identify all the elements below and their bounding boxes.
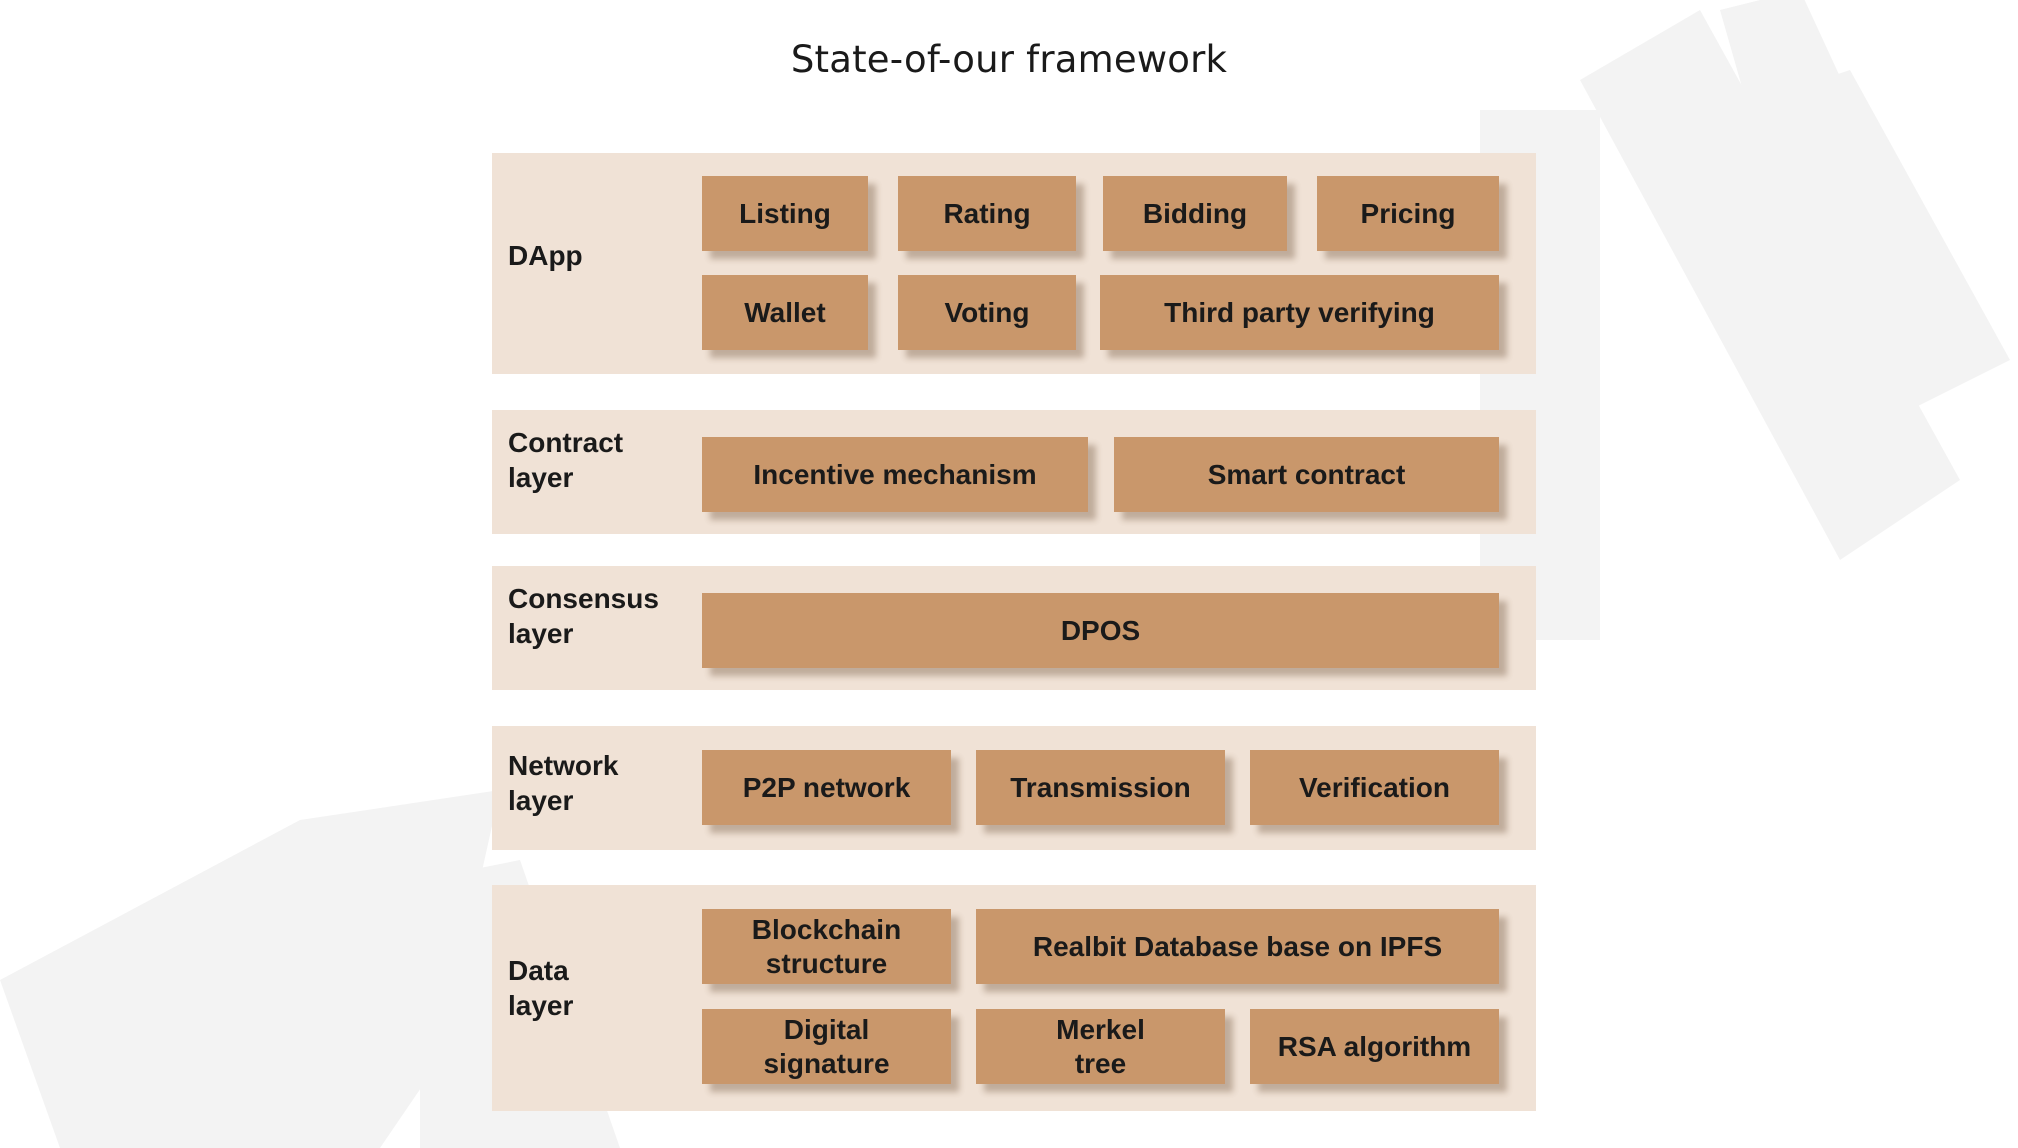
smart-contract-box: Smart contract xyxy=(1114,437,1499,512)
wallet-box: Wallet xyxy=(702,275,868,350)
verification-box: Verification xyxy=(1250,750,1499,825)
data-layer xyxy=(492,885,1536,1111)
data-layer-label: Data layer xyxy=(508,955,574,1021)
merkel-tree-box: Merkel tree xyxy=(976,1009,1225,1084)
consensus-layer xyxy=(492,566,1536,690)
rating-box: Rating xyxy=(898,176,1076,251)
dapp-layer xyxy=(492,153,1536,374)
digital-signature-box: Digital signature xyxy=(702,1009,951,1084)
third-party-verifying-box: Third party verifying xyxy=(1100,275,1499,350)
blockchain-structure-box: Blockchain structure xyxy=(702,909,951,984)
contract-layer-label: Contract layer xyxy=(508,427,624,493)
network-layer-label: Network layer xyxy=(508,750,619,816)
contract-layer xyxy=(492,410,1536,534)
dpos-box: DPOS xyxy=(702,593,1499,668)
bidding-box: Bidding xyxy=(1103,176,1287,251)
dapp-layer-label: DApp xyxy=(508,240,583,271)
pricing-box: Pricing xyxy=(1317,176,1499,251)
incentive-mechanism-box: Incentive mechanism xyxy=(702,437,1088,512)
page-title: State-of-our framework xyxy=(790,38,1228,81)
rsa-algorithm-box: RSA algorithm xyxy=(1250,1009,1499,1084)
consensus-layer-label: Consensus layer xyxy=(508,583,659,649)
transmission-box: Transmission xyxy=(976,750,1225,825)
network-layer xyxy=(492,726,1536,850)
p2p-network-box: P2P network xyxy=(702,750,951,825)
realbit-database-box: Realbit Database base on IPFS xyxy=(976,909,1499,984)
listing-box: Listing xyxy=(702,176,868,251)
voting-box: Voting xyxy=(898,275,1076,350)
